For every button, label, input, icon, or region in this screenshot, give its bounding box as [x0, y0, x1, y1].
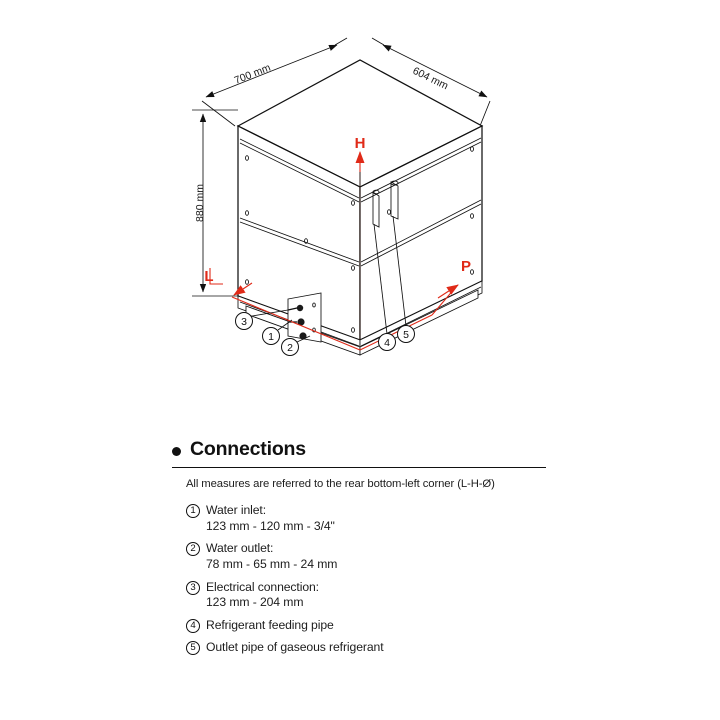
dimension-700mm-label: 700 mm — [232, 61, 273, 87]
dimension-880mm — [192, 110, 240, 296]
item-number: 5 — [186, 641, 200, 655]
axis-p-label: P — [460, 258, 472, 275]
connections-heading — [172, 440, 546, 462]
item-label: Electrical connection: — [206, 579, 319, 594]
list-item — [186, 580, 720, 611]
item-label: Water inlet: — [206, 503, 266, 518]
item-label: Refrigerant feeding pipe — [206, 617, 334, 632]
dimension-604mm-label: 604 mm — [410, 64, 451, 93]
list-item — [186, 503, 720, 534]
bullet-icon — [172, 447, 181, 456]
item-value: 123 mm - 204 mm — [206, 595, 304, 610]
list-item — [186, 640, 720, 656]
axis-l-label: L — [204, 268, 214, 285]
callout-2-label: 2 — [287, 342, 293, 354]
item-number: 3 — [186, 581, 200, 595]
axis-h-label: H — [354, 135, 366, 152]
connections-title: Connections — [190, 438, 306, 460]
item-number: 4 — [186, 619, 200, 633]
item-number: 2 — [186, 542, 200, 556]
callout-1-label: 1 — [268, 331, 274, 343]
heading-divider — [172, 467, 546, 469]
callout-5-label: 5 — [403, 329, 409, 341]
callout-3-label: 3 — [241, 316, 247, 328]
item-label: Water outlet: — [206, 541, 274, 556]
item-label: Outlet pipe of gaseous refrigerant — [206, 640, 384, 655]
connections-list — [186, 503, 720, 656]
list-item — [186, 618, 720, 634]
callout-4-label: 4 — [384, 337, 390, 349]
item-value: 78 mm - 65 mm - 24 mm — [206, 556, 338, 571]
connections-section — [0, 440, 720, 663]
connections-note: All measures are referred to the rear bottom-left corner (L-H-Ø) — [186, 478, 495, 491]
connection-plate — [288, 293, 321, 342]
dimension-880mm-label: 880 mm — [194, 184, 206, 222]
list-item — [186, 541, 720, 572]
item-value: 123 mm - 120 mm - 3/4" — [206, 518, 335, 533]
item-number: 1 — [186, 504, 200, 518]
